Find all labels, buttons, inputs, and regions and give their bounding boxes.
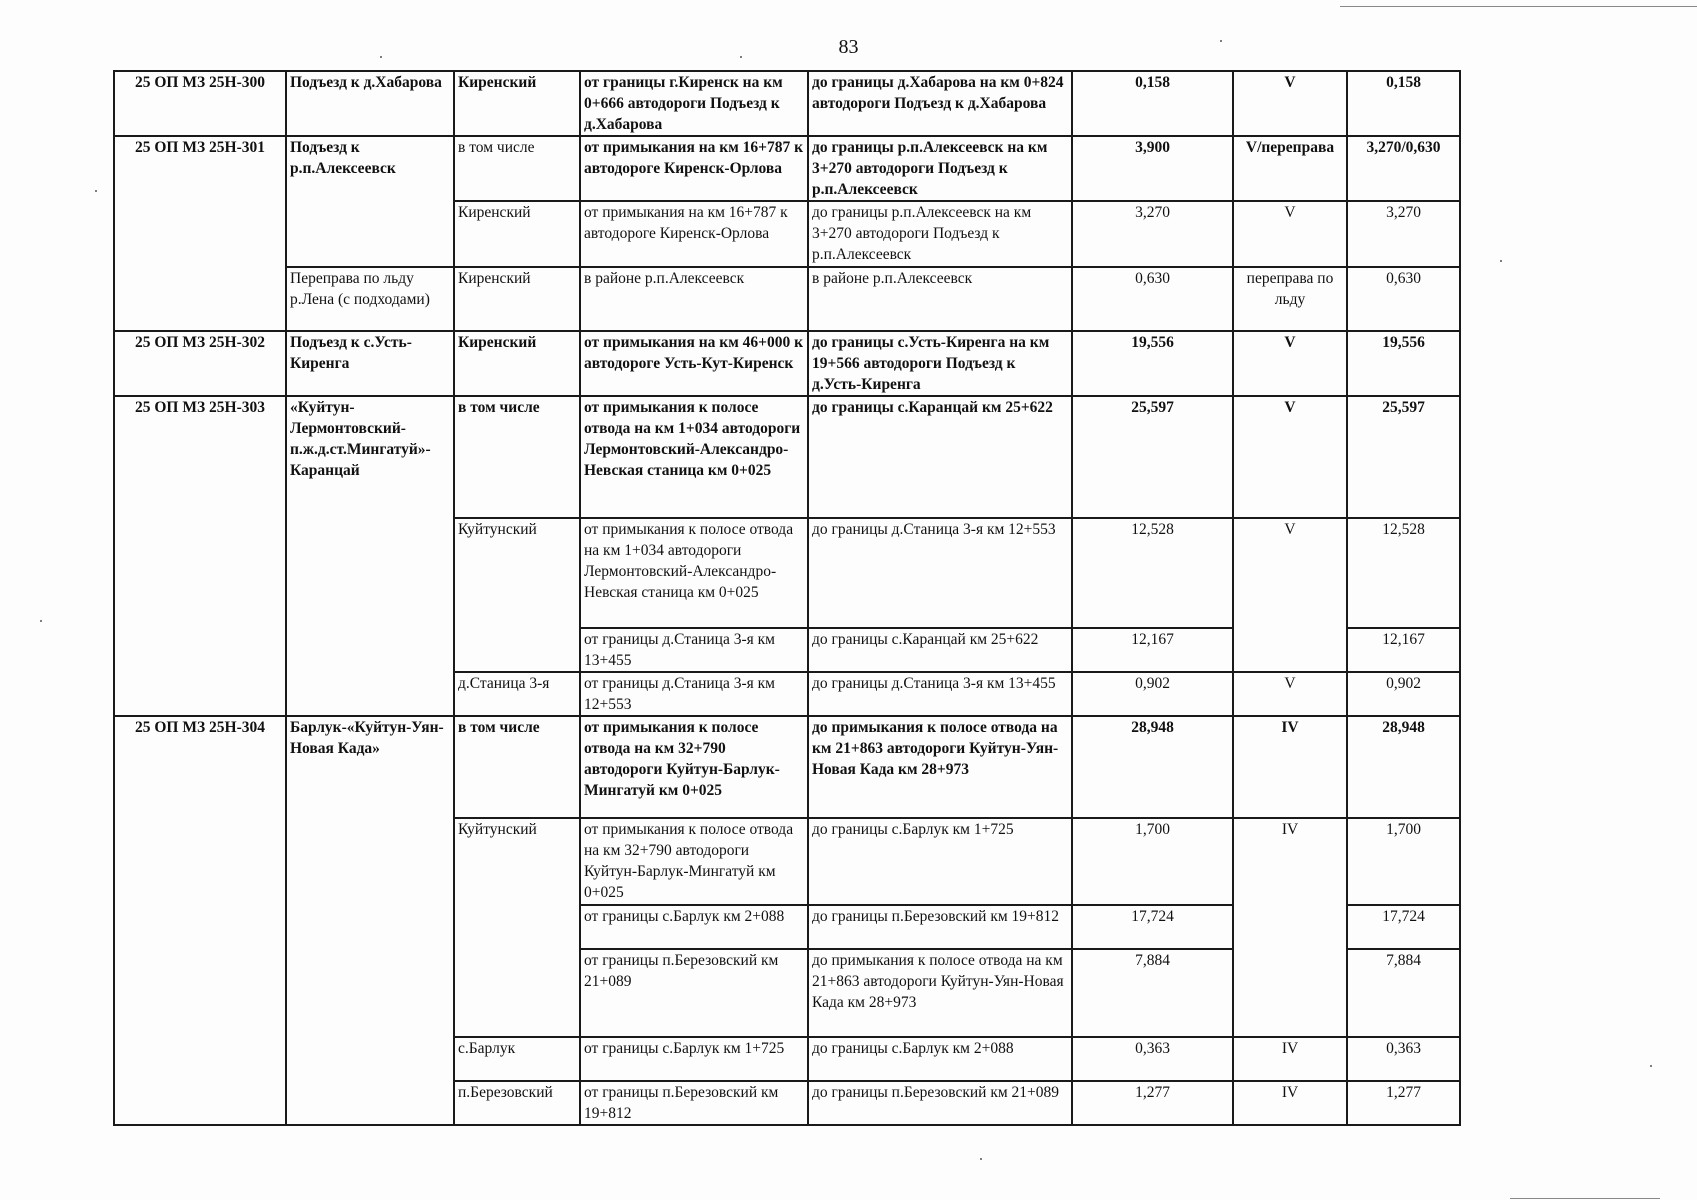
segment-to: до границы р.п.Алексеевск на км 3+270 автодороги Подъезд к р.п.Алексеевск — [808, 201, 1072, 267]
table-row — [114, 716, 1460, 818]
length-by-category: 0,902 — [1347, 672, 1460, 716]
length-by-category: 1,277 — [1347, 1081, 1460, 1125]
length-by-category: 12,167 — [1347, 628, 1460, 672]
segment-from: в районе р.п.Алексеевск — [580, 267, 808, 331]
scan-speck — [1500, 260, 1502, 262]
road-code: 25 ОП МЗ 25Н-303 — [114, 396, 286, 716]
length-km: 7,884 — [1072, 949, 1233, 1037]
scan-speck — [380, 56, 382, 58]
district: Куйтунский — [454, 518, 580, 672]
segment-to: до границы с.Усть-Киренга на км 19+566 автодороги Подъезд к д.Усть-Киренга — [808, 331, 1072, 396]
segment-from: от границы с.Барлук км 1+725 — [580, 1037, 808, 1081]
road-category: V — [1233, 331, 1347, 396]
table-row — [114, 136, 1460, 201]
table-row — [114, 71, 1460, 136]
length-km: 1,277 — [1072, 1081, 1233, 1125]
scan-artifact — [1510, 1198, 1660, 1199]
segment-to: до границы д.Станица 3-я км 12+553 — [808, 518, 1072, 628]
segment-to: до границы с.Барлук км 2+088 — [808, 1037, 1072, 1081]
segment-to: до примыкания к полосе отвода на км 21+863 автодороги Куйтун-Уян-Новая Када км 28+973 — [808, 716, 1072, 818]
segment-from: от примыкания на км 46+000 к автодороге Усть-Кут-Киренск — [580, 331, 808, 396]
segment-to: до границы р.п.Алексеевск на км 3+270 автодороги Подъезд к р.п.Алексеевск — [808, 136, 1072, 201]
length-km: 19,556 — [1072, 331, 1233, 396]
road-category: IV — [1233, 818, 1347, 1037]
road-name: «Куйтун-Лермонтовский-п.ж.д.ст.Мингатуй»-Каранцай — [286, 396, 454, 716]
length-by-category: 19,556 — [1347, 331, 1460, 396]
length-by-category: 0,630 — [1347, 267, 1460, 331]
segment-to: до границы с.Каранцай км 25+622 — [808, 396, 1072, 518]
road-category: V — [1233, 396, 1347, 518]
length-by-category: 0,363 — [1347, 1037, 1460, 1081]
length-km: 28,948 — [1072, 716, 1233, 818]
scan-speck — [740, 56, 742, 58]
scan-speck — [95, 190, 97, 192]
road-name: Переправа по льду р.Лена (с подходами) — [286, 267, 454, 331]
length-km: 12,167 — [1072, 628, 1233, 672]
segment-from: от примыкания к полосе отвода на км 32+790 автодороги Куйтун-Барлук-Мингатуй км 0+025 — [580, 818, 808, 905]
district: в том числе — [454, 396, 580, 518]
segment-from: от границы п.Березовский км 21+089 — [580, 949, 808, 1037]
scan-speck — [1650, 1065, 1652, 1067]
length-km: 1,700 — [1072, 818, 1233, 905]
road-name: Барлук-«Куйтун-Уян-Новая Када» — [286, 716, 454, 1125]
segment-to: до границы д.Станица 3-я км 13+455 — [808, 672, 1072, 716]
length-km: 3,900 — [1072, 136, 1233, 201]
district: д.Станица 3-я — [454, 672, 580, 716]
segment-from: от границы п.Березовский км 19+812 — [580, 1081, 808, 1125]
road-category: V/переправа — [1233, 136, 1347, 201]
length-by-category: 17,724 — [1347, 905, 1460, 949]
length-by-category: 28,948 — [1347, 716, 1460, 818]
length-by-category: 3,270 — [1347, 201, 1460, 267]
road-category: переправа по льду — [1233, 267, 1347, 331]
roads-table — [113, 70, 1461, 1126]
segment-from: от примыкания к полосе отвода на км 1+034 автодороги Лермонтовский-Александро-Невская станица км 0+025 — [580, 396, 808, 518]
road-category: V — [1233, 201, 1347, 267]
scan-speck — [980, 1158, 982, 1160]
district: Киренский — [454, 267, 580, 331]
road-name: Подъезд к д.Хабарова — [286, 71, 454, 136]
segment-from: от границы д.Станица 3-я км 12+553 — [580, 672, 808, 716]
scan-artifact — [1340, 6, 1697, 7]
length-by-category: 1,700 — [1347, 818, 1460, 905]
length-km: 12,528 — [1072, 518, 1233, 628]
length-by-category: 12,528 — [1347, 518, 1460, 628]
road-code: 25 ОП МЗ 25Н-300 — [114, 71, 286, 136]
length-km: 0,630 — [1072, 267, 1233, 331]
segment-to: до границы п.Березовский км 19+812 — [808, 905, 1072, 949]
district: в том числе — [454, 716, 580, 818]
road-category: IV — [1233, 716, 1347, 818]
road-category: IV — [1233, 1081, 1347, 1125]
district: Киренский — [454, 71, 580, 136]
length-km: 25,597 — [1072, 396, 1233, 518]
segment-from: от примыкания на км 16+787 к автодороге Киренск-Орлова — [580, 201, 808, 267]
road-code: 25 ОП МЗ 25Н-304 — [114, 716, 286, 1125]
road-category: IV — [1233, 1037, 1347, 1081]
page-number: 83 — [838, 36, 859, 58]
segment-to: до границы д.Хабарова на км 0+824 автодороги Подъезд к д.Хабарова — [808, 71, 1072, 136]
length-km: 3,270 — [1072, 201, 1233, 267]
road-code: 25 ОП МЗ 25Н-301 — [114, 136, 286, 331]
table-row — [114, 331, 1460, 396]
length-by-category: 7,884 — [1347, 949, 1460, 1037]
segment-from: от примыкания к полосе отвода на км 1+034 автодороги Лермонтовский-Александро-Невская станица км 0+025 — [580, 518, 808, 628]
length-km: 0,902 — [1072, 672, 1233, 716]
segment-from: от примыкания к полосе отвода на км 32+790 автодороги Куйтун-Барлук-Мингатуй км 0+025 — [580, 716, 808, 818]
length-by-category: 3,270/0,630 — [1347, 136, 1460, 201]
length-km: 0,158 — [1072, 71, 1233, 136]
length-km: 17,724 — [1072, 905, 1233, 949]
segment-to: до границы с.Каранцай км 25+622 — [808, 628, 1072, 672]
district: Киренский — [454, 331, 580, 396]
segment-from: от границы д.Станица 3-я км 13+455 — [580, 628, 808, 672]
segment-to: до границы с.Барлук км 1+725 — [808, 818, 1072, 905]
segment-from: от примыкания на км 16+787 к автодороге Киренск-Орлова — [580, 136, 808, 201]
segment-to: в районе р.п.Алексеевск — [808, 267, 1072, 331]
scan-speck — [1220, 40, 1222, 42]
scan-speck — [40, 620, 42, 622]
table-row — [114, 267, 1460, 331]
district: Киренский — [454, 201, 580, 267]
district: с.Барлук — [454, 1037, 580, 1081]
length-by-category: 0,158 — [1347, 71, 1460, 136]
road-code: 25 ОП МЗ 25Н-302 — [114, 331, 286, 396]
road-name: Подъезд к с.Усть-Киренга — [286, 331, 454, 396]
road-category: V — [1233, 672, 1347, 716]
length-km: 0,363 — [1072, 1037, 1233, 1081]
road-category: V — [1233, 71, 1347, 136]
segment-to: до примыкания к полосе отвода на км 21+863 автодороги Куйтун-Уян-Новая Када км 28+973 — [808, 949, 1072, 1037]
table-row — [114, 396, 1460, 518]
segment-from: от границы с.Барлук км 2+088 — [580, 905, 808, 949]
length-by-category: 25,597 — [1347, 396, 1460, 518]
road-name: Подъезд к р.п.Алексеевск — [286, 136, 454, 267]
district: в том числе — [454, 136, 580, 201]
district: Куйтунский — [454, 818, 580, 1037]
road-category: V — [1233, 518, 1347, 672]
district: п.Березовский — [454, 1081, 580, 1125]
segment-from: от границы г.Киренск на км 0+666 автодороги Подъезд к д.Хабарова — [580, 71, 808, 136]
segment-to: до границы п.Березовский км 21+089 — [808, 1081, 1072, 1125]
